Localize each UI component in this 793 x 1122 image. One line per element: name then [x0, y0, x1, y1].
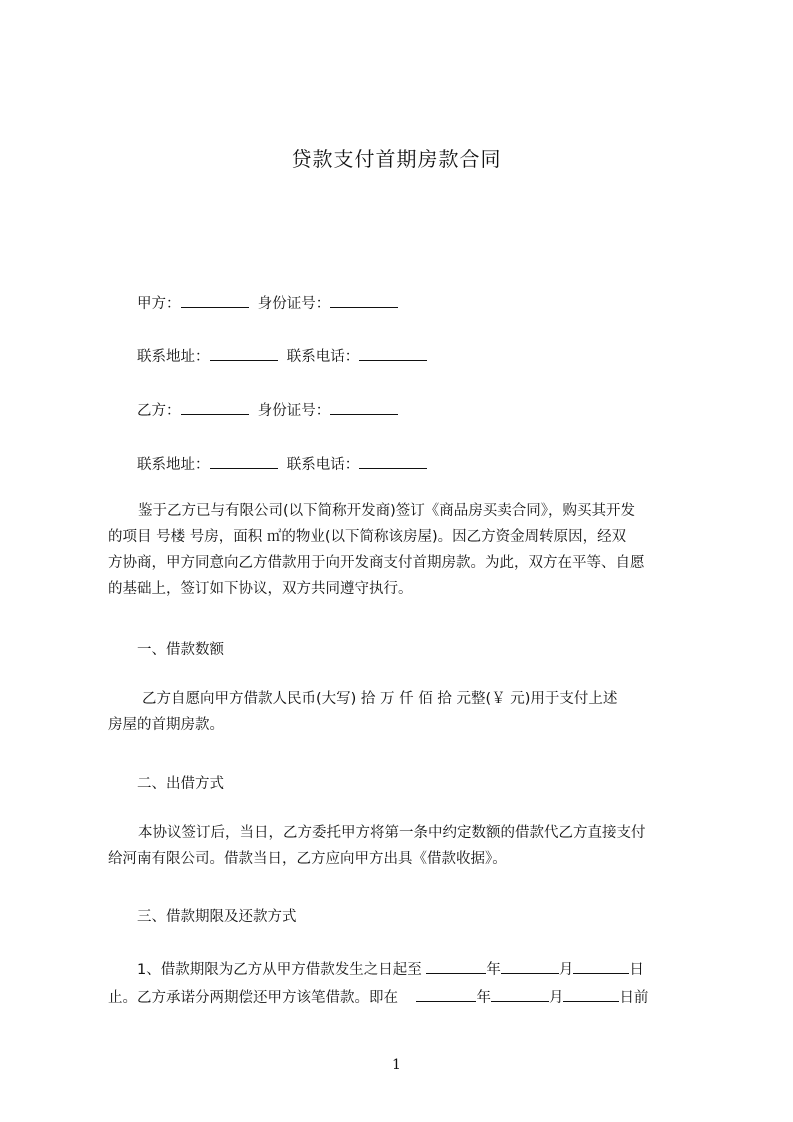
- party-a-contact-row: [137, 345, 427, 366]
- party-b-id-label: 身份证号：: [257, 403, 331, 419]
- party-b-row: [137, 399, 398, 420]
- party-a-phone-label: 联系电话：: [286, 349, 360, 365]
- party-b-name-blank: [181, 400, 249, 415]
- section-3-line-2: [108, 986, 648, 1007]
- party-b-phone-blank: [359, 454, 427, 469]
- day-label: 日: [629, 962, 644, 978]
- party-a-address-blank: [210, 346, 278, 361]
- party-b-address-label: 联系地址：: [137, 457, 210, 473]
- month-label: 月: [558, 962, 574, 978]
- intro-paragraph: [108, 498, 703, 602]
- term-text: 1、借款期限为乙方从甲方借款发生之日起至: [137, 962, 422, 978]
- section-1-line: 房屋的首期房款。: [108, 717, 224, 733]
- day-blank: [563, 987, 619, 1002]
- intro-line: 方协商，甲方同意向乙方借款用于向开发商支付首期房款。为此，双方在平等、自愿: [108, 555, 645, 571]
- party-b-id-blank: [330, 400, 398, 415]
- party-a-id-blank: [330, 293, 398, 308]
- day-blank: [573, 959, 629, 974]
- intro-line: 的项目 号楼 号房，面积 ㎡的物业(以下简称该房屋)。因乙方资金周转原因，经双: [108, 529, 627, 545]
- year-blank: [416, 987, 476, 1002]
- year-label: 年: [486, 962, 501, 978]
- section-1-line: 乙方自愿向甲方借款人民币(大写) 拾 万 仟 佰 拾 元整(￥ 元)用于支付上述: [142, 691, 618, 707]
- party-b-phone-label: 联系电话：: [286, 457, 360, 473]
- section-1-paragraph: [108, 686, 703, 738]
- month-label: 月: [548, 990, 564, 1006]
- day-before-label: 日前: [619, 990, 649, 1006]
- year-label: 年: [476, 990, 491, 1006]
- section-2-heading: 二、出借方式: [137, 776, 224, 792]
- party-b-address-blank: [210, 454, 278, 469]
- month-blank: [491, 987, 549, 1002]
- intro-line: 的基础上，签订如下协议，双方共同遵守执行。: [108, 581, 413, 597]
- party-b-name-label: 乙方：: [137, 403, 181, 419]
- party-a-name-label: 甲方：: [137, 296, 181, 312]
- section-3-heading: 三、借款期限及还款方式: [137, 909, 297, 925]
- section-2-line: 本协议签订后，当日，乙方委托甲方将第一条中约定数额的借款代乙方直接支付: [138, 825, 646, 841]
- party-a-id-label: 身份证号：: [257, 296, 331, 312]
- section-1-heading: 一、借款数额: [137, 642, 224, 658]
- section-2-line: 给河南有限公司。借款当日，乙方应向甲方出具《借款收据》。: [108, 851, 507, 867]
- section-3-line-1: [137, 958, 644, 979]
- section-2-paragraph: [108, 820, 703, 872]
- repayment-text: 止。乙方承诺分两期偿还甲方该笔借款。即在: [108, 990, 398, 1006]
- party-a-address-label: 联系地址：: [137, 349, 210, 365]
- party-b-contact-row: [137, 453, 427, 474]
- document-title: 贷款支付首期房款合同: [291, 147, 502, 171]
- page-number: 1: [392, 1057, 401, 1073]
- year-blank: [426, 959, 486, 974]
- party-a-name-blank: [181, 293, 249, 308]
- party-a-phone-blank: [359, 346, 427, 361]
- party-a-row: [137, 292, 398, 313]
- intro-line: 鉴于乙方已与有限公司(以下简称开发商)签订《商品房买卖合同》，购买其开发: [138, 503, 636, 519]
- month-blank: [501, 959, 559, 974]
